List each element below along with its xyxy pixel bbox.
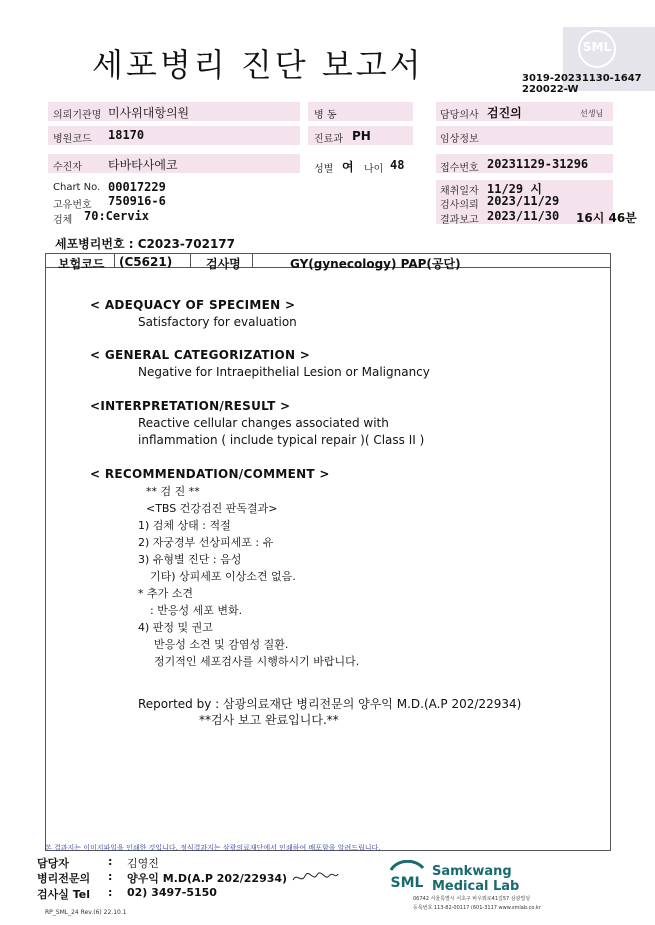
doctor-value: 검진의 [487,106,522,120]
sex-label: 성별 [314,164,334,175]
manager-value: 김영진 [127,857,159,870]
comment-line: 1) 검체 상태 : 적절 [138,519,231,532]
reported-by: Reported by : 삼광의료재단 병리전문의 양우익 M.D.(A.P 202/22934) [138,697,522,711]
doctor-label: 담당의사 [440,110,479,121]
doc-number-suffix: 220022-W [522,84,579,95]
brand-name-1: Samkwang [432,864,512,879]
brand-name-2: Medical Lab [432,879,520,894]
specimen-value: 70:Cervix [84,209,150,223]
comment-line: 기타) 상피세포 이상소견 없음. [150,570,296,583]
reported-label: 결과보고 [440,215,479,226]
reported-value: 2023/11/30 [487,209,560,223]
recommendation-heading: < RECOMMENDATION/COMMENT > [90,467,330,481]
test-name-label: 검사명 [206,257,241,271]
pathologist-value: 양우익 M.D(A.P 202/22934) [127,872,288,885]
collected-label: 채취일자 [440,186,479,197]
receipt-label: 접수번호 [440,163,479,174]
specimen-label: 검체 [53,215,73,226]
institution-value: 미사위대항의원 [108,106,190,120]
id-label: 고유번호 [53,200,92,211]
address-line-2: 등록번호 113-82-00117 (601-3117 www.smlab.co.kr [413,905,541,911]
categorization-heading: < GENERAL CATEGORIZATION > [90,348,311,362]
department-label: 진료과 [314,134,343,145]
divider [190,253,191,268]
interpretation-heading: <INTERPRETATION/RESULT > [90,399,291,413]
interpretation-line-1: Reactive cellular changes associated with [138,416,389,430]
comment-line: 4) 판정 및 권고 [138,621,213,634]
chart-value: 00017229 [108,180,166,194]
report-title: 세포병리 진단 보고서 [92,46,424,84]
svg-text:SML: SML [390,875,424,891]
sex-value: 여 [342,160,354,174]
adequacy-heading: < ADEQUACY OF SPECIMEN > [90,298,296,312]
samkwang-logo-icon [385,860,429,894]
manager-label: 담당자 [37,857,69,870]
reported-time: 16시 46분 [576,211,637,225]
address-line-1: 06742 서울특별시 서초구 바우뫼로41길57 삼광빌딩 [413,896,531,902]
ward-label: 병 동 [314,110,337,121]
id-value: 750916-6 [108,194,166,208]
lab-tel-label: 검사실 Tel [37,888,90,901]
collected-value: 11/29 시 [487,182,542,196]
comment-line: ** 검 진 ** [146,485,200,498]
clinical-info-label: 임상정보 [440,134,479,145]
doctor-suffix: 선생님 [580,109,604,118]
age-value: 48 [390,158,405,172]
comment-line: 2) 자궁경부 선상피세포 : 유 [138,536,274,549]
institution-label: 의뢰기관명 [53,110,102,121]
comment-line: * 추가 소견 [138,587,193,600]
adequacy-text: Satisfactory for evaluation [138,315,297,329]
age-label: 나이 [364,164,384,175]
report-complete: **검사 보고 완료입니다.** [199,713,339,727]
report-box [45,253,611,851]
requested-label: 검사의뢰 [440,200,479,211]
print-notice: 본 결과지는 이미지파일을 인쇄한 것입니다. 정식결과지는 삼광의료재단에서 인쇄하여 배포함을 알려드립니다. [45,844,381,852]
receipt-value: 20231129-31296 [487,157,589,171]
test-name-value: GY(gynecology) PAP(공단) [290,257,461,271]
pathology-serial-number: 세포병리번호 : C2023-702177 [55,237,235,251]
hospital-code-label: 병원코드 [53,134,92,145]
comment-line: <TBS 건강검진 판독결과> [146,502,278,515]
colon: : [108,870,113,883]
lab-tel-value: 02) 3497-5150 [127,886,217,899]
insurance-code-value: (C5621) [119,255,173,269]
chart-label: Chart No. [53,182,101,193]
requested-value: 2023/11/29 [487,194,560,208]
doc-number: 3019-20231130-1647 [522,73,642,84]
interpretation-line-2: inflammation ( include typical repair )( Class II ) [138,433,425,447]
comment-line: : 반응성 세포 변화. [150,604,243,617]
insurance-code-label: 보험코드 [58,257,105,271]
hospital-code-value: 18170 [108,128,145,142]
comment-line: 반응성 소견 및 감염성 질환. [154,638,289,651]
form-revision: RP_SML_24 Rev.(6) 22.10.1 [45,909,127,916]
department-value: PH [352,129,371,143]
patient-label: 수진자 [53,162,82,173]
colon: : [108,886,113,899]
divider [114,253,115,268]
patient-value: 타바타사에코 [108,158,178,172]
sml-logo-text: SML [582,40,612,54]
categorization-text: Negative for Intraepithelial Lesion or Malignancy [138,365,430,379]
signature-icon [291,870,339,886]
divider [252,253,253,268]
comment-line: 정기적인 세포검사를 시행하시기 바랍니다. [154,655,360,668]
colon: : [108,855,113,868]
pathologist-label: 병리전문의 [37,872,91,885]
comment-line: 3) 유형별 진단 : 음성 [138,553,242,566]
